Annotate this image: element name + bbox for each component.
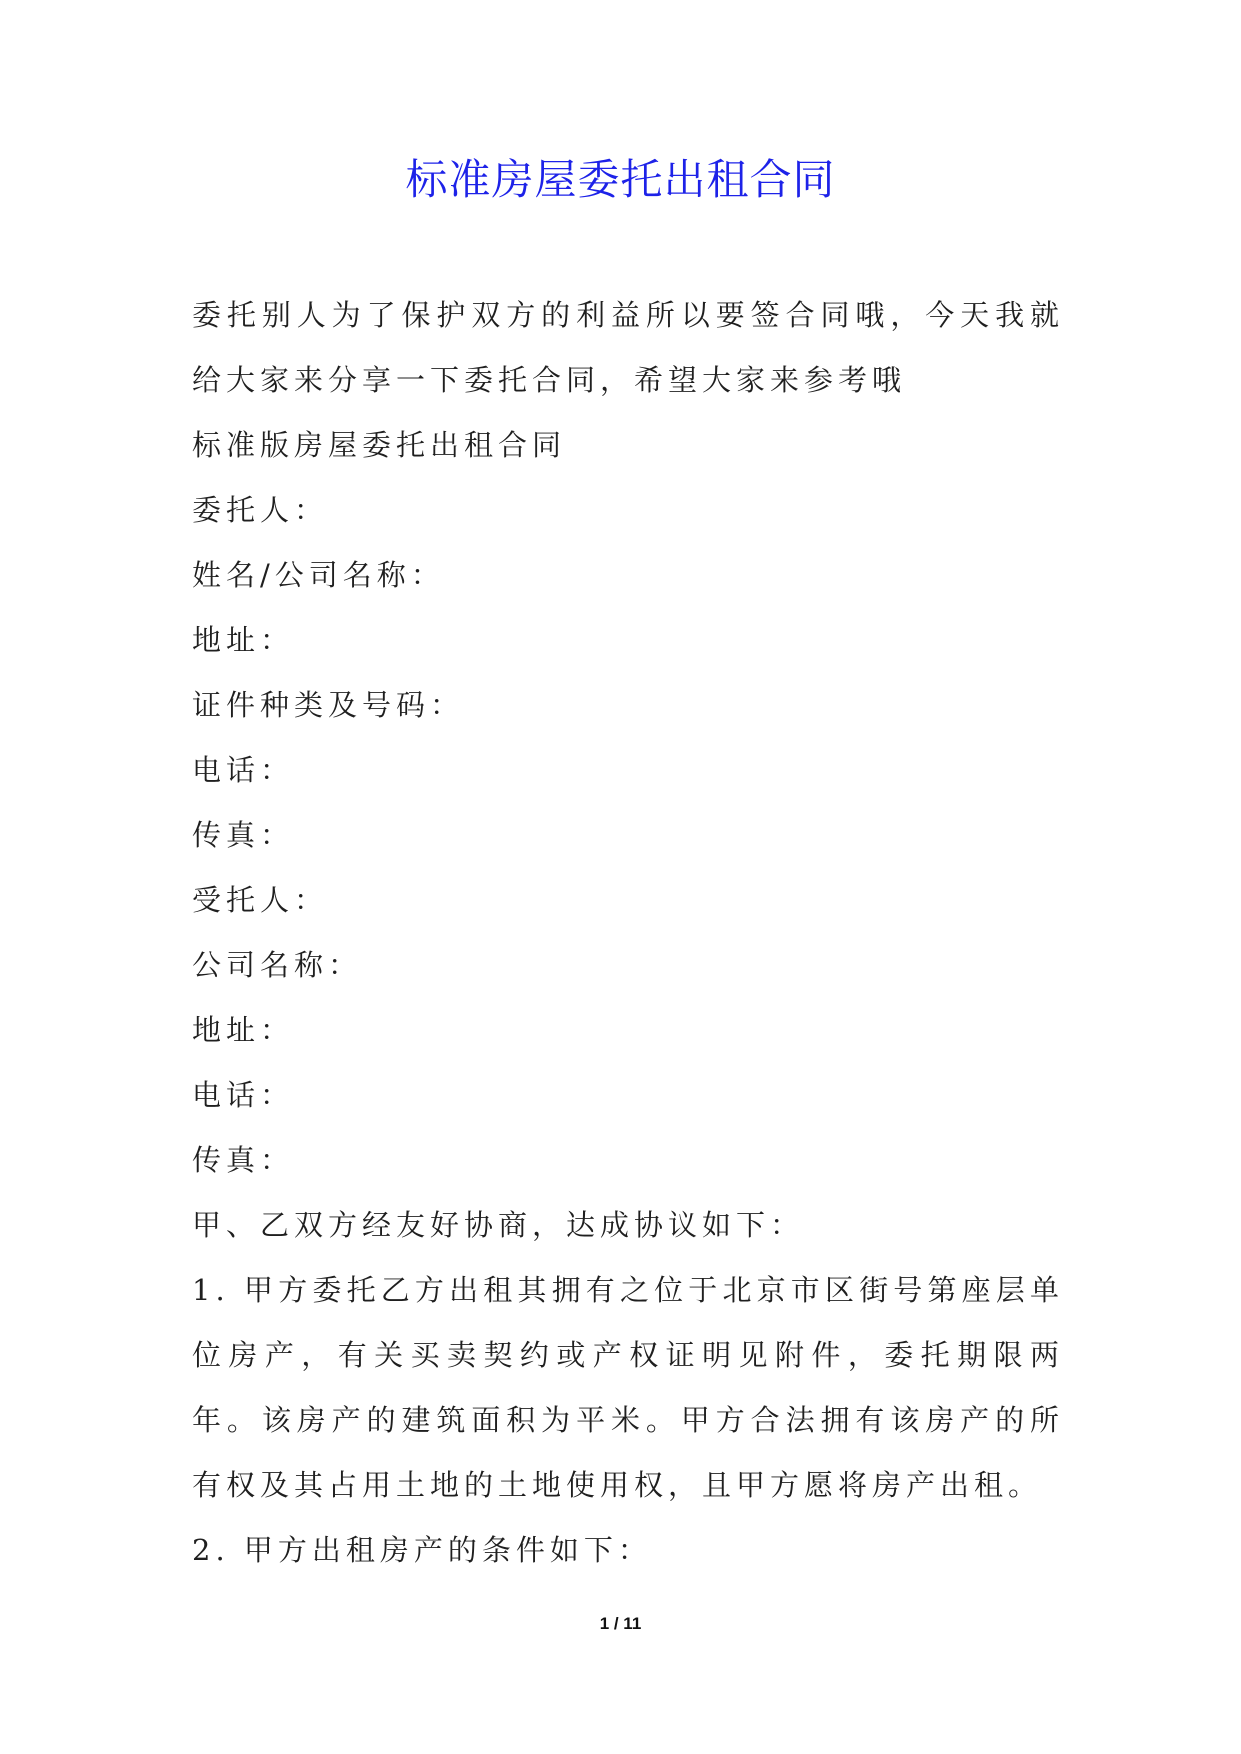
intro-paragraph: 委托别人为了保护双方的利益所以要签合同哦，今天我就给大家来分享一下委托合同，希望大家来参考哦	[192, 298, 1064, 397]
principal-heading: 委托人：	[192, 493, 329, 527]
principal-id-field: 证件种类及号码：	[192, 688, 465, 722]
principal-address-field: 地址：	[192, 623, 295, 657]
agreement-intro: 甲、乙双方经友好协商，达成协议如下：	[192, 1208, 805, 1242]
document-body	[192, 283, 1064, 1583]
clause-1: 1. 甲方委托乙方出租其拥有之位于北京市区街号第座层单位房产，有关买卖契约或产权证明见附件，委托期限两年。该房产的建筑面积为平米。甲方合法拥有该房产的所有权及其占用土地的土地使用权，且甲方愿将房产出租。	[192, 1273, 1064, 1502]
principal-fax-field: 传真：	[192, 818, 295, 852]
agent-heading: 受托人：	[192, 883, 329, 917]
clause-2: 2. 甲方出租房产的条件如下：	[192, 1533, 652, 1567]
agent-company-field: 公司名称：	[192, 948, 363, 982]
agent-fax-field: 传真：	[192, 1143, 295, 1177]
document-title: 标准房屋委托出租合同	[405, 155, 836, 204]
principal-phone-field: 电话：	[192, 753, 295, 787]
principal-name-field: 姓名/公司名称：	[192, 558, 445, 592]
page-number: 1 / 11	[599, 1614, 642, 1633]
agent-address-field: 地址：	[192, 1013, 295, 1047]
agent-phone-field: 电话：	[192, 1078, 295, 1112]
contract-subtitle: 标准版房屋委托出租合同	[192, 428, 567, 462]
